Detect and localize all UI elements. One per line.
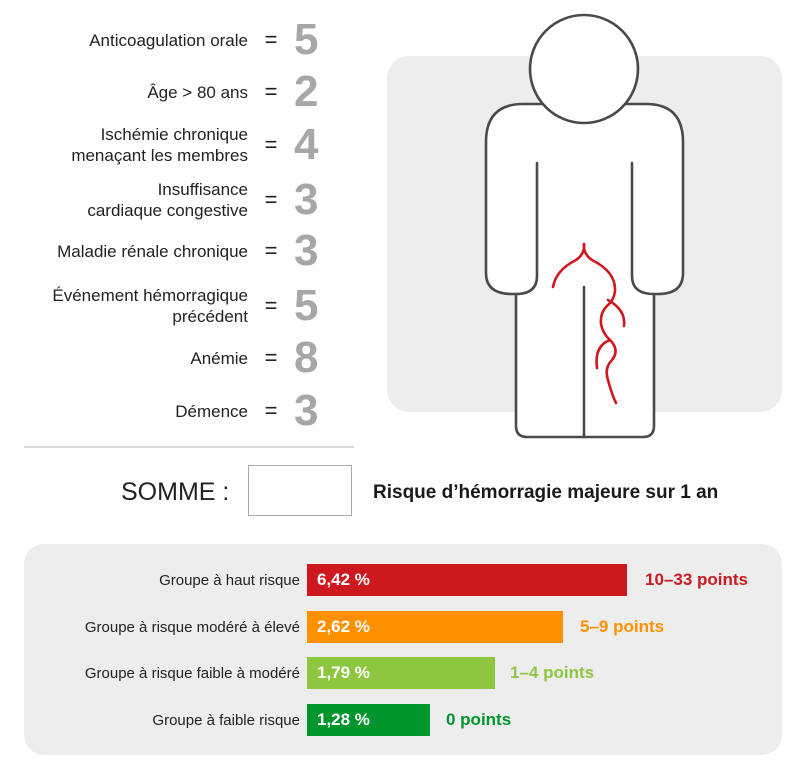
equals-sign: = — [264, 79, 278, 104]
risk-group-label: Groupe à faible risque — [152, 711, 300, 729]
factor-prior-bleed — [0, 281, 340, 331]
divider — [24, 446, 354, 448]
factor-anemia — [0, 333, 340, 382]
risk-points-high: 10–33 points — [645, 570, 748, 589]
factor-score: 2 — [294, 67, 319, 116]
sum-label: SOMME : — [121, 478, 230, 506]
equals-sign: = — [264, 293, 278, 318]
factor-label-line: menaçant les membres — [71, 146, 248, 165]
risk-bar-high: 6,42 % — [307, 564, 627, 596]
equals-sign: = — [264, 398, 278, 423]
factor-label — [0, 401, 248, 422]
factor-score: 8 — [294, 333, 319, 382]
factor-label — [0, 241, 248, 262]
factor-score: 4 — [294, 120, 319, 169]
risk-points-low: 0 points — [446, 710, 512, 729]
risk-group-label: Groupe à haut risque — [159, 571, 300, 589]
risk-group-label: Groupe à risque faible à modéré — [84, 664, 300, 682]
factor-label-line: cardiaque congestive — [87, 201, 248, 220]
human-figure-icon — [380, 0, 800, 440]
factor-label-line: Événement hémorragique — [52, 286, 248, 305]
factor-ckd — [0, 226, 340, 275]
equals-sign: = — [264, 27, 278, 52]
factor-score: 5 — [294, 15, 319, 64]
factor-label — [0, 30, 248, 51]
factor-label — [0, 285, 248, 327]
factor-label-line: Âge > 80 ans — [147, 82, 248, 102]
risk-group-label: Groupe à risque modéré à élevé — [84, 618, 300, 636]
equals-sign: = — [264, 238, 278, 263]
factor-score: 3 — [294, 175, 319, 224]
risk-points-moderate-high: 5–9 points — [580, 617, 665, 636]
factor-anticoagulation — [0, 15, 340, 64]
risk-points-low-moderate: 1–4 points — [510, 663, 595, 682]
factor-label — [0, 124, 248, 166]
risk-bar-low: 1,28 % — [307, 704, 430, 736]
factor-label — [0, 82, 248, 103]
factor-label-line: Démence — [175, 401, 248, 421]
factor-label-line: Insuffisance — [157, 180, 248, 199]
factor-label — [0, 179, 248, 221]
equals-sign: = — [264, 132, 278, 157]
equals-sign: = — [264, 345, 278, 370]
factor-chf — [0, 175, 340, 225]
factor-clti — [0, 120, 340, 170]
risk-bar-moderate-high: 2,62 % — [307, 611, 563, 643]
factor-label-line: Anticoagulation orale — [89, 30, 248, 50]
factor-label-line: Anémie — [190, 348, 248, 368]
factor-label-line: Maladie rénale chronique — [57, 241, 248, 261]
risk-title: Risque d’hémorragie majeure sur 1 an — [373, 482, 719, 503]
factor-label-line: précédent — [172, 307, 248, 326]
factor-label — [0, 348, 248, 369]
factor-dementia — [0, 386, 340, 435]
factor-score: 3 — [294, 226, 319, 275]
factor-score: 3 — [294, 386, 319, 435]
factor-label-line: Ischémie chronique — [100, 125, 248, 144]
sum-input-box[interactable] — [248, 465, 352, 516]
risk-bar-low-moderate: 1,79 % — [307, 657, 495, 689]
equals-sign: = — [264, 187, 278, 212]
factor-age — [0, 67, 340, 116]
factor-score: 5 — [294, 281, 319, 330]
